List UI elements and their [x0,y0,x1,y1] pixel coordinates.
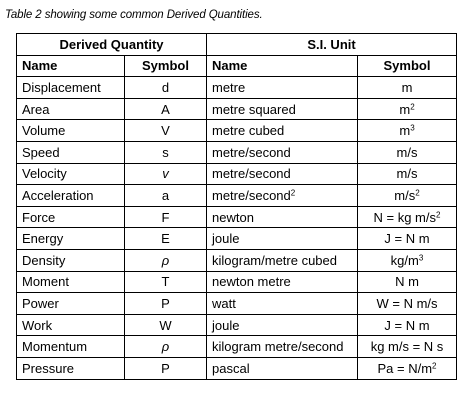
table-row [17,357,457,379]
unit-symbol-cell-text: J = N m [384,317,430,333]
unit-symbol-cell-text: m [401,79,413,95]
unit-name-cell [207,293,358,315]
table-row [17,293,457,315]
unit-symbol-cell [358,336,457,358]
table-row [17,141,457,163]
quantity-symbol-cell [125,314,207,336]
unit-symbol-cell-text: kg m/s = N s [370,339,444,355]
quantity-name-cell-text: Work [22,317,53,333]
unit-name-cell [207,228,358,250]
quantity-name-cell [17,249,125,271]
derived-quantities-table [16,33,457,380]
quantity-name-cell [17,206,125,228]
quantity-name-cell-text: Force [22,209,56,225]
unit-symbol-cell-superscript: 2 [410,102,415,112]
unit-name-cell-superscript: 2 [290,188,296,198]
unit-name-cell-text: watt [212,295,236,311]
unit-symbol-cell [358,249,457,271]
unit-name-cell [207,98,358,120]
unit-symbol-cell-text: N m [395,274,419,290]
unit-name-cell [207,314,358,336]
quantity-name-cell-text: Velocity [22,166,67,182]
unit-name-cell-text: joule [212,317,240,333]
quantity-name-cell [17,271,125,293]
quantity-symbol-cell-text: s [162,144,169,160]
unit-symbol-cell-text: m/s [394,187,416,203]
quantity-name-cell-text: Power [22,295,59,311]
quantity-name-cell [17,163,125,185]
table-row [17,77,457,99]
unit-symbol-cell [358,357,457,379]
quantity-name-cell-text: Energy [22,231,64,247]
derived-quantity-header: Derived Quantity [17,34,207,56]
quantity-symbol-cell-text: d [161,79,170,95]
quantity-symbol-cell [125,120,207,142]
column-header-row [17,55,457,77]
unit-symbol-cell-superscript: 2 [436,210,441,220]
unit-symbol-cell-text: J = N m [384,231,430,247]
quantity-name-header: Name [17,55,125,77]
unit-symbol-cell [358,185,457,207]
unit-name-cell [207,357,358,379]
quantity-symbol-cell-text: a [161,187,170,203]
unit-symbol-cell-text: N = kg m/s [373,209,437,225]
unit-name-cell-text: newton metre [212,274,291,290]
quantity-symbol-cell-text: F [161,209,170,225]
unit-symbol-cell-text: m [399,101,411,117]
table-row [17,185,457,207]
quantity-name-cell-text: Momentum [22,339,88,355]
table-row [17,163,457,185]
quantity-symbol-cell [125,336,207,358]
table-row [17,314,457,336]
quantity-symbol-cell [125,228,207,250]
unit-name-cell-text: metre/second [212,144,291,160]
unit-name-cell-text: kilogram metre/second [212,339,344,355]
unit-name-cell [207,163,358,185]
unit-symbol-cell [358,141,457,163]
unit-name-cell-text: joule [212,231,240,247]
quantity-symbol-cell [125,141,207,163]
table-row [17,271,457,293]
unit-symbol-cell [358,228,457,250]
quantity-symbol-cell-text: ρ [161,339,170,355]
quantity-name-cell-text: Area [22,101,50,117]
quantity-symbol-cell [125,271,207,293]
unit-symbol-cell [358,98,457,120]
unit-name-cell-text: pascal [212,360,250,376]
quantity-symbol-header: Symbol [125,55,207,77]
si-unit-header: S.I. Unit [207,34,457,56]
unit-symbol-cell-superscript: 3 [410,123,415,133]
unit-name-cell [207,120,358,142]
quantity-symbol-cell [125,185,207,207]
unit-symbol-cell [358,163,457,185]
quantity-symbol-cell [125,77,207,99]
quantity-symbol-cell [125,163,207,185]
quantity-name-cell [17,98,125,120]
unit-symbol-cell-text: m/s [396,166,418,182]
unit-symbol-cell [358,120,457,142]
unit-name-cell-text: metre/second [212,187,291,203]
quantity-symbol-cell-text: E [161,231,170,247]
table-row [17,206,457,228]
group-header-row [17,34,457,56]
unit-symbol-cell-text: W = N m/s [376,295,438,311]
unit-symbol-cell-text: kg/m [390,252,419,268]
table-row [17,228,457,250]
quantity-name-cell-text: Pressure [22,360,75,376]
quantity-name-cell [17,185,125,207]
table-row [17,120,457,142]
unit-name-cell-text: metre [212,79,246,95]
quantity-symbol-cell-text: W [159,317,172,333]
unit-symbol-cell [358,314,457,336]
unit-symbol-cell [358,206,457,228]
quantity-name-cell-text: Volume [22,123,66,139]
unit-symbol-cell-superscript: 2 [432,361,437,371]
quantity-symbol-cell-text: T [161,274,170,290]
unit-name-cell [207,141,358,163]
quantity-symbol-cell-text: P [161,295,170,311]
unit-name-cell [207,185,358,207]
unit-name-cell-text: metre/second [212,166,291,182]
quantity-name-cell [17,77,125,99]
quantity-symbol-cell [125,249,207,271]
quantity-name-cell-text: Speed [22,144,60,160]
quantity-symbol-cell-text: P [161,360,170,376]
quantity-name-cell-text: Moment [22,274,69,290]
quantity-name-cell-text: Displacement [22,79,101,95]
unit-name-cell-text: metre squared [212,101,296,117]
quantity-name-cell-text: Acceleration [22,187,94,203]
unit-symbol-header: Symbol [358,55,457,77]
quantity-name-cell [17,228,125,250]
unit-name-cell [207,271,358,293]
unit-symbol-cell-text: m [399,123,411,139]
quantity-name-cell [17,336,125,358]
quantity-name-cell [17,314,125,336]
table-body [17,77,457,379]
quantity-name-cell [17,141,125,163]
unit-name-cell [207,206,358,228]
quantity-name-cell [17,357,125,379]
unit-symbol-cell [358,293,457,315]
unit-name-cell-text: kilogram/metre cubed [212,252,337,268]
quantity-name-cell-text: Density [22,252,66,268]
unit-symbol-cell-text: m/s [396,144,418,160]
quantity-name-cell [17,293,125,315]
quantity-symbol-cell-text: ρ [161,252,170,268]
quantity-symbol-cell-text: V [161,123,170,139]
quantity-symbol-cell [125,293,207,315]
quantity-symbol-cell-text: A [161,101,170,117]
table-caption: Table 2 showing some common Derived Quantities. [5,9,263,21]
quantity-name-cell [17,120,125,142]
quantity-symbol-cell-text: v [162,166,169,182]
quantity-symbol-cell [125,357,207,379]
unit-symbol-cell-superscript: 3 [418,253,424,263]
unit-name-cell-text: metre cubed [212,123,285,139]
unit-symbol-cell-text: Pa = N/m [377,360,433,376]
unit-symbol-cell [358,77,457,99]
unit-name-cell [207,249,358,271]
unit-symbol-cell [358,271,457,293]
table-row [17,98,457,120]
unit-name-header: Name [207,55,358,77]
unit-name-cell [207,77,358,99]
unit-name-cell-text: newton [212,209,254,225]
table-row [17,336,457,358]
unit-symbol-cell-superscript: 2 [415,188,420,198]
quantity-symbol-cell [125,206,207,228]
quantity-symbol-cell [125,98,207,120]
unit-name-cell [207,336,358,358]
table-row [17,249,457,271]
